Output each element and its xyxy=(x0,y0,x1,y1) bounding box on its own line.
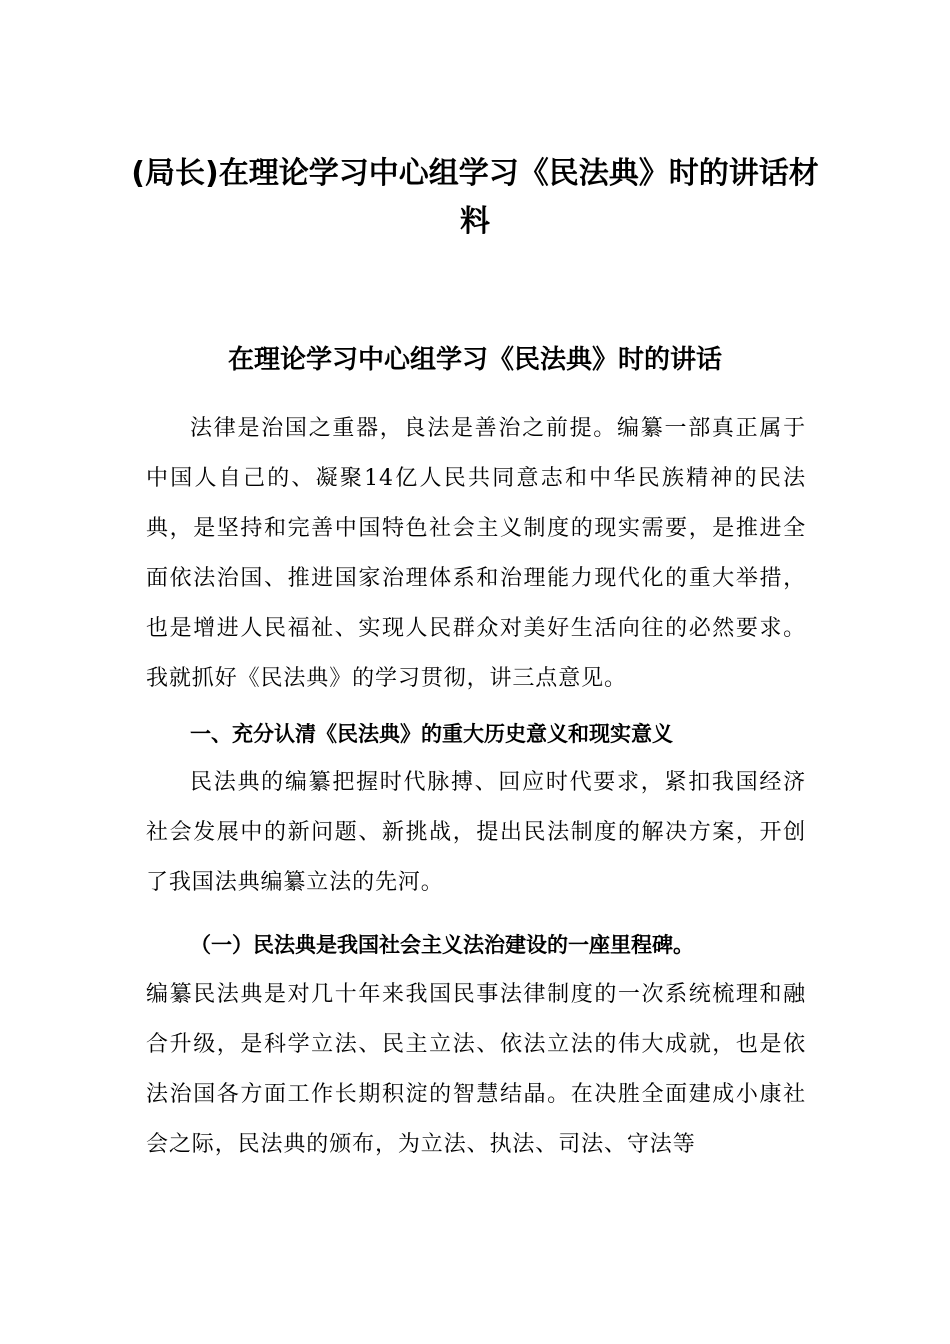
speech-title: 在理论学习中心组学习《民法典》时的讲话 xyxy=(227,345,722,375)
subsection-1-heading: （一）民法典是我国社会主义法治建设的一座里程碑。 xyxy=(190,933,694,957)
subsection-1-paragraph: 编纂民法典是对几十年来我国民事法律制度的一次系统梳理和融合升级，是科学立法、民主立法、依法立法的伟大成就，也是依法治国各方面工作长期积淀的智慧结晶。在决胜全面建成小康社会之际，民法典的颁布，为立法、执法、司法、守法等 xyxy=(146,982,806,1157)
document-title: (局长)在理论学习中心组学习《民法典》时的讲话材料 xyxy=(131,156,819,239)
section-1-paragraph: 民法典的编纂把握时代脉搏、回应时代要求，紧扣我国经济社会发展中的新问题、新挑战，提出民法制度的解决方案，开创了我国法典编纂立法的先河。 xyxy=(146,770,806,895)
intro-paragraph: 法律是治国之重器，良法是善治之前提。编纂一部真正属于中国人自己的、凝聚14亿人民共同意志和中华民族精神的民法典，是坚持和完善中国特色社会主义制度的现实需要，是推进全面依法治国、推进国家治理体系和治理能力现代化的重大举措，也是增进人民福祉、实现人民群众对美好生活向往的必然要求。我就抓好《民法典》的学习贯彻，讲三点意见。 xyxy=(146,416,806,691)
section-1-heading: 一、充分认清《民法典》的重大历史意义和现实意义 xyxy=(190,722,673,746)
